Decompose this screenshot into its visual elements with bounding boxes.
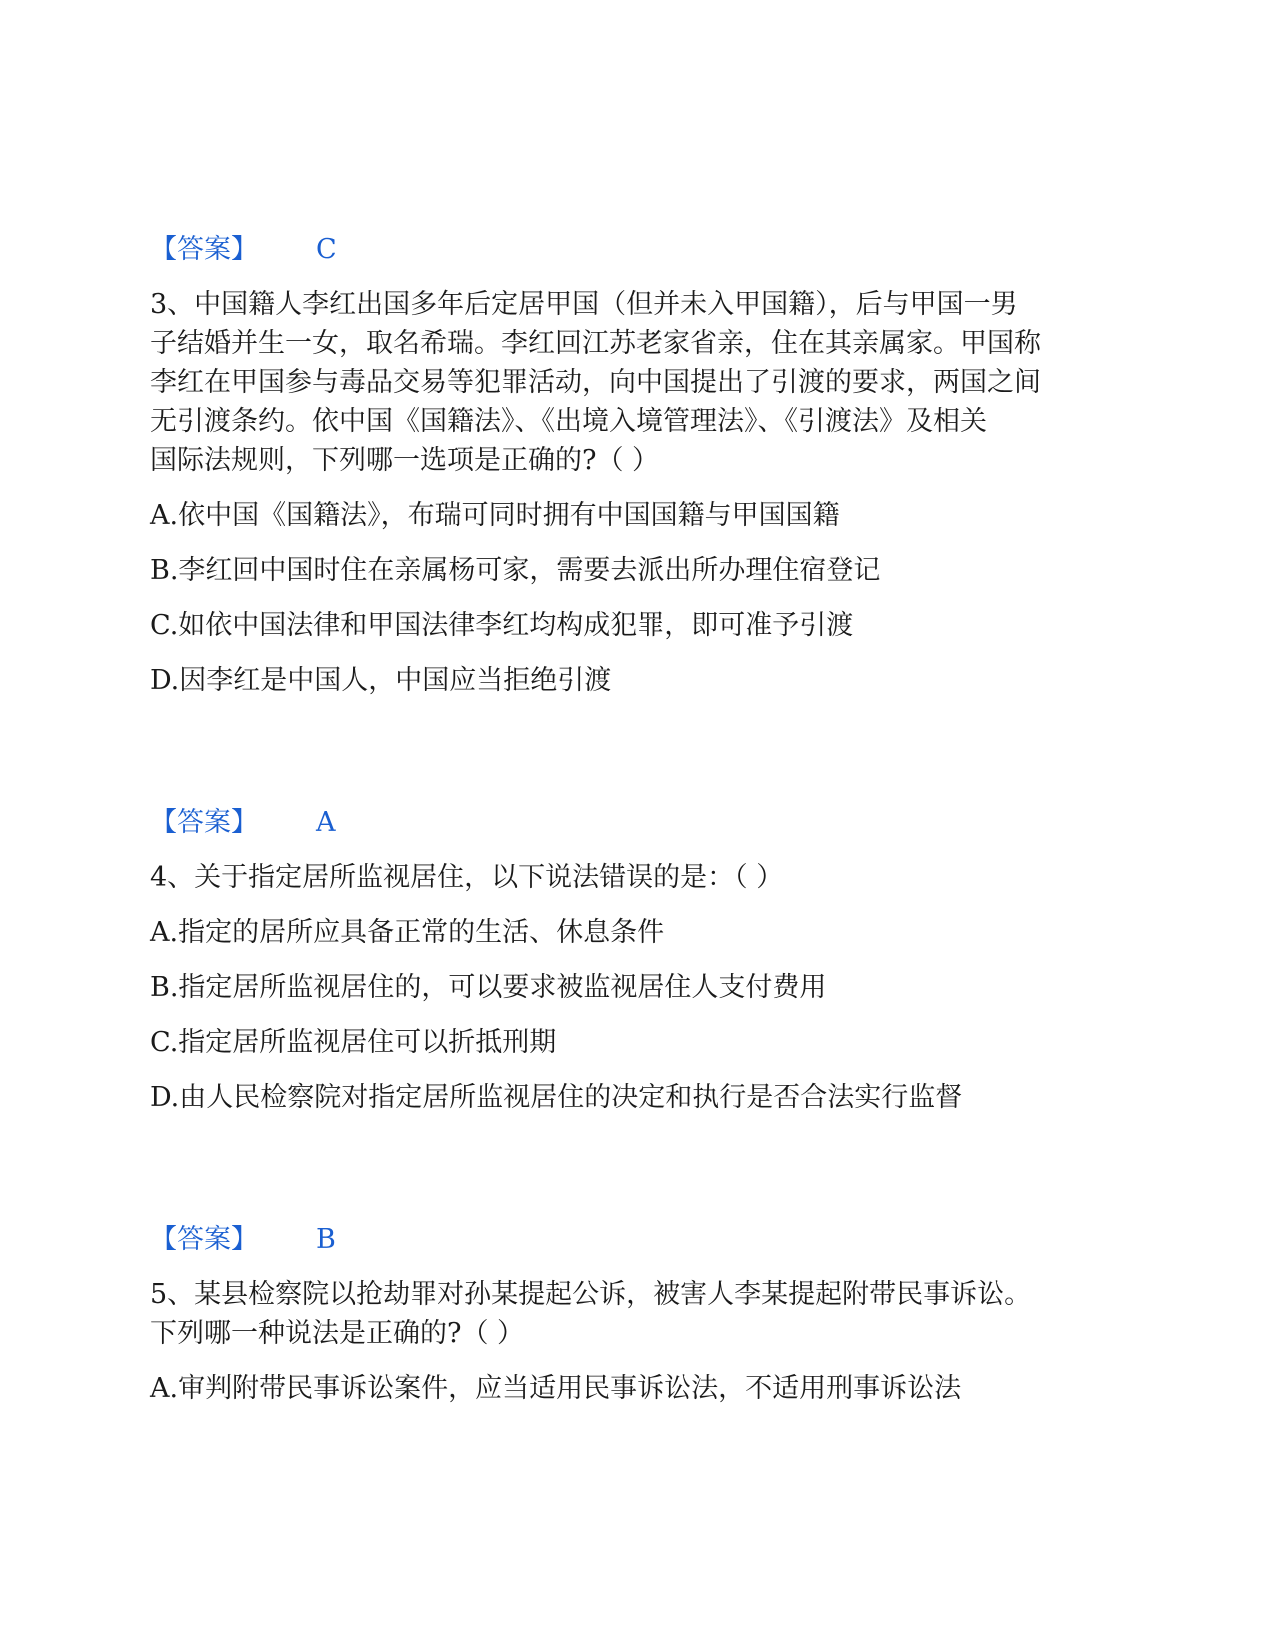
question-4-option-a: A.指定的居所应具备正常的生活、休息条件 bbox=[150, 917, 665, 948]
question-5-option-a: A.审判附带民事诉讼案件，应当适用民事诉讼法，不适用刑事诉讼法 bbox=[150, 1373, 962, 1404]
answer-value: C bbox=[316, 234, 337, 265]
question-4-option-b: B.指定居所监视居住的，可以要求被监视居住人支付费用 bbox=[150, 972, 827, 1003]
answer-block-2 bbox=[150, 806, 336, 840]
answer-block-1 bbox=[150, 233, 337, 267]
question-3-line-2: 子结婚并生一女，取名希瑞。李红回江苏老家省亲，住在其亲属家。甲国称 bbox=[150, 328, 1041, 359]
answer-block-3 bbox=[150, 1223, 336, 1257]
answer-value: B bbox=[316, 1224, 336, 1255]
question-3-line-3: 李红在甲国参与毒品交易等犯罪活动，向中国提出了引渡的要求，两国之间 bbox=[150, 367, 1041, 398]
question-4-option-c: C.指定居所监视居住可以折抵刑期 bbox=[150, 1027, 557, 1058]
question-4-option-d: D.由人民检察院对指定居所监视居住的决定和执行是否合法实行监督 bbox=[150, 1082, 963, 1113]
answer-label: 【答案】 bbox=[150, 807, 258, 838]
question-4-line-1: 4、关于指定居所监视居住，以下说法错误的是：（ ） bbox=[150, 862, 784, 893]
question-5-line-2: 下列哪一种说法是正确的?（ ） bbox=[150, 1318, 525, 1349]
question-3-line-4: 无引渡条约。依中国《国籍法》、《出境入境管理法》、《引渡法》及相关 bbox=[150, 406, 987, 437]
question-3-option-b: B.李红回中国时住在亲属杨可家，需要去派出所办理住宿登记 bbox=[150, 555, 881, 586]
question-5-line-1: 5、某县检察院以抢劫罪对孙某提起公诉，被害人李某提起附带民事诉讼。 bbox=[150, 1279, 1032, 1310]
question-3-option-c: C.如依中国法律和甲国法律李红均构成犯罪，即可准予引渡 bbox=[150, 610, 854, 641]
question-3-option-d: D.因李红是中国人，中国应当拒绝引渡 bbox=[150, 665, 612, 696]
answer-label: 【答案】 bbox=[150, 1224, 258, 1255]
answer-label: 【答案】 bbox=[150, 234, 258, 265]
answer-value: A bbox=[316, 807, 336, 838]
question-3-line-1: 3、中国籍人李红出国多年后定居甲国（但并未入甲国籍），后与甲国一男 bbox=[150, 289, 1018, 320]
question-3-option-a: A.依中国《国籍法》，布瑞可同时拥有中国国籍与甲国国籍 bbox=[150, 500, 840, 531]
question-3-line-5: 国际法规则，下列哪一选项是正确的?（ ） bbox=[150, 445, 660, 476]
